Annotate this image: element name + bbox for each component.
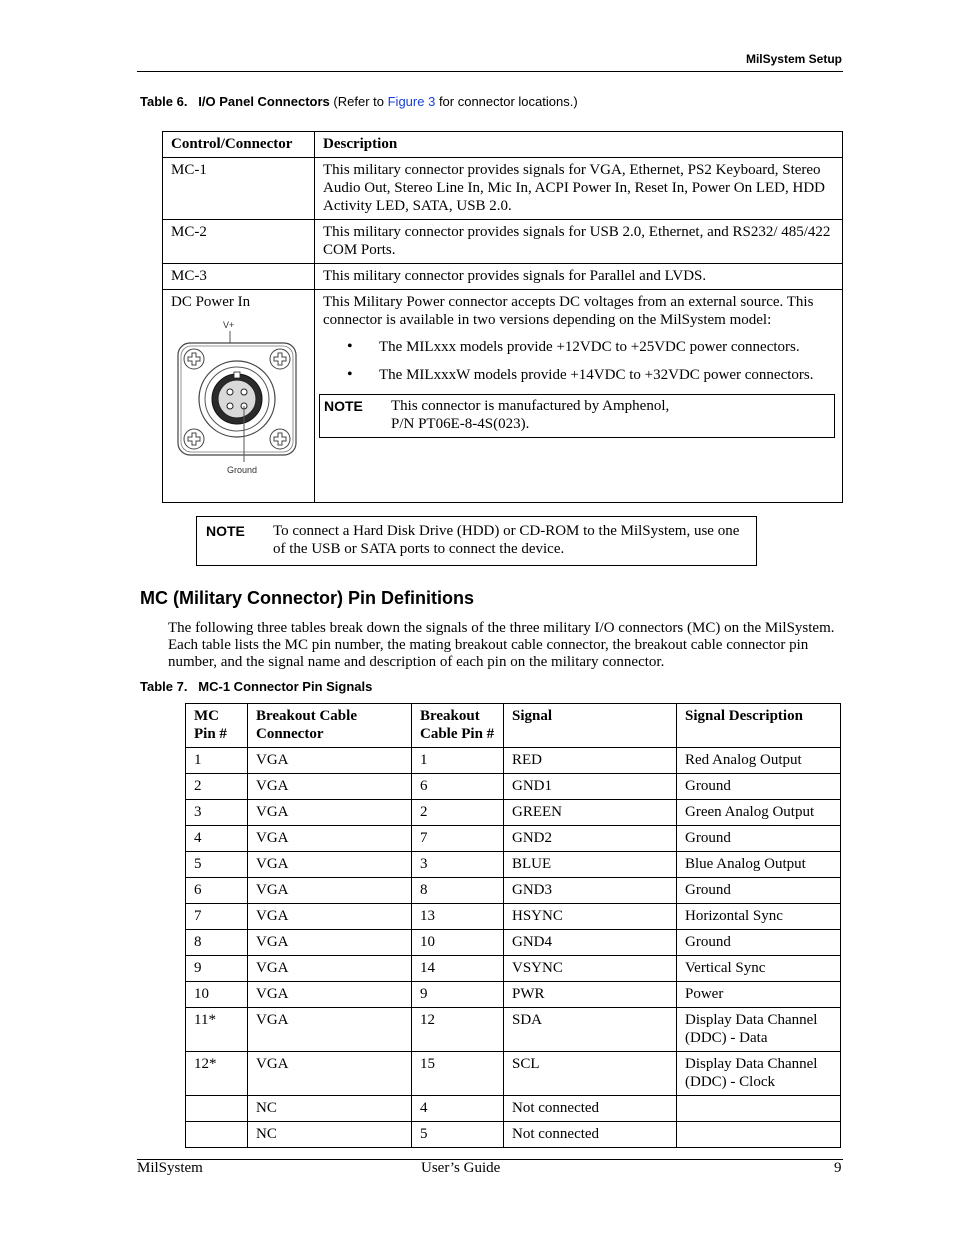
table6-caption-post: for connector locations.)	[438, 94, 578, 109]
table6-title: I/O Panel Connectors	[198, 94, 330, 109]
hdd-note	[196, 516, 757, 566]
table7-number: Table 7.	[140, 679, 188, 694]
breakout-pin-cell: 12	[412, 1008, 504, 1052]
connector-face	[218, 380, 256, 418]
breakout-pin-cell: 2	[412, 800, 504, 826]
mc-pin-cell: 10	[186, 982, 248, 1008]
table-row	[163, 290, 843, 503]
signal-description-cell: Display Data Channel (DDC) - Clock	[677, 1052, 841, 1096]
vplus-label: V+	[223, 320, 235, 330]
screw-top-right-icon	[270, 349, 290, 369]
table-row	[186, 930, 841, 956]
signal-cell: GREEN	[504, 800, 677, 826]
control-cell: MC-2	[163, 220, 315, 264]
table-row	[186, 826, 841, 852]
ground-label: Ground	[227, 465, 258, 475]
col-header-signal: Signal	[504, 704, 677, 748]
table7-title: MC-1 Connector Pin Signals	[198, 679, 373, 694]
breakout-connector-cell: NC	[248, 1096, 412, 1122]
col-header-signal-description: Signal Description	[677, 704, 841, 748]
mc-pin-cell: 6	[186, 878, 248, 904]
breakout-connector-cell: VGA	[248, 1008, 412, 1052]
signal-description-cell: Green Analog Output	[677, 800, 841, 826]
mc-pin-cell: 9	[186, 956, 248, 982]
screw-bottom-left-icon	[184, 429, 204, 449]
figure3-link[interactable]: Figure 3	[387, 94, 436, 109]
note-label: NOTE	[206, 523, 245, 539]
breakout-connector-cell: NC	[248, 1122, 412, 1148]
table-row	[186, 774, 841, 800]
col-header-breakout-pin: Breakout Cable Pin #	[412, 704, 504, 748]
io-panel-connectors-table	[162, 131, 843, 503]
mc-pin-cell: 3	[186, 800, 248, 826]
signal-description-cell: Ground	[677, 774, 841, 800]
breakout-pin-cell: 8	[412, 878, 504, 904]
signal-description-cell: Power	[677, 982, 841, 1008]
mc1-pin-signals-table	[185, 703, 841, 1148]
breakout-connector-cell: VGA	[248, 1052, 412, 1096]
breakout-connector-cell: VGA	[248, 774, 412, 800]
pin-rows	[186, 748, 841, 1148]
table7-caption	[140, 679, 372, 694]
description-cell: This military connector provides signals for Parallel and LVDS.	[315, 264, 843, 290]
table-row	[186, 982, 841, 1008]
signal-cell: GND2	[504, 826, 677, 852]
mc-pin-cell: 8	[186, 930, 248, 956]
note-line: P/N PT06E-8-4S(023).	[391, 416, 530, 432]
breakout-connector-cell: VGA	[248, 930, 412, 956]
breakout-connector-cell: VGA	[248, 878, 412, 904]
table-header-row	[163, 132, 843, 158]
breakout-pin-cell: 10	[412, 930, 504, 956]
description-cell: This military connector provides signals for VGA, Ethernet, PS2 Keyboard, Stereo Audio Out, Stereo Line In, Mic In, ACPI Power In, Reset In, Power On LED, HDD Activity LED, SATA, USB 2.0.	[315, 158, 843, 220]
note-label: NOTE	[324, 398, 363, 414]
keyway	[234, 372, 240, 378]
footer-guide-title: User’s Guide	[421, 1160, 501, 1176]
mc-pin-cell: 7	[186, 904, 248, 930]
section-intro: The following three tables break down the signals of the three military I/O connectors (MC) on the MilSystem. Each table lists the MC pin number, the mating breakout cable connector, the breakout cable connector pin number, and the signal name and description of each pin on the military connector.	[168, 620, 835, 670]
mc-pin-cell	[186, 1096, 248, 1122]
power-description: This Military Power connector accepts DC voltages from an external source. This connector is available in two versions depending on the MilSystem model:	[323, 294, 814, 328]
col-header-breakout-connector: Breakout Cable Connector	[248, 704, 412, 748]
mc-pin-cell: 12*	[186, 1052, 248, 1096]
dc-power-label: DC Power In	[171, 294, 251, 310]
table6-number: Table 6.	[140, 94, 188, 109]
note-text: To connect a Hard Disk Drive (HDD) or CD-ROM to the MilSystem, use one of the USB or SATA ports to connect the device.	[273, 523, 740, 557]
table-header-row	[186, 704, 841, 748]
breakout-pin-cell: 5	[412, 1122, 504, 1148]
screw-top-left-icon	[184, 349, 204, 369]
signal-cell: Not connected	[504, 1122, 677, 1148]
table-row	[186, 1052, 841, 1096]
signal-description-cell: Ground	[677, 826, 841, 852]
description-cell: This military connector provides signals for USB 2.0, Ethernet, and RS232/ 485/422 COM Ports.	[315, 220, 843, 264]
amphenol-note	[319, 394, 835, 438]
pin-a-icon	[227, 389, 233, 395]
breakout-pin-cell: 13	[412, 904, 504, 930]
page-number: 9	[834, 1160, 842, 1176]
footer-product: MilSystem	[137, 1160, 203, 1176]
breakout-connector-cell: VGA	[248, 748, 412, 774]
signal-cell: VSYNC	[504, 956, 677, 982]
breakout-connector-cell: VGA	[248, 956, 412, 982]
signal-cell: RED	[504, 748, 677, 774]
mc-pin-cell: 1	[186, 748, 248, 774]
col-header-description: Description	[315, 132, 843, 158]
table-row	[186, 800, 841, 826]
breakout-pin-cell: 15	[412, 1052, 504, 1096]
dc-power-connector-diagram	[171, 317, 301, 477]
signal-cell: GND3	[504, 878, 677, 904]
signal-cell: GND4	[504, 930, 677, 956]
header-rule	[137, 71, 843, 72]
breakout-connector-cell: VGA	[248, 800, 412, 826]
breakout-connector-cell: VGA	[248, 982, 412, 1008]
control-cell	[163, 290, 315, 503]
power-version-list	[323, 338, 834, 384]
table-row	[163, 158, 843, 220]
table6-caption	[140, 94, 578, 109]
breakout-connector-cell: VGA	[248, 826, 412, 852]
signal-description-cell: Horizontal Sync	[677, 904, 841, 930]
breakout-pin-cell: 4	[412, 1096, 504, 1122]
mc-pin-cell: 2	[186, 774, 248, 800]
breakout-connector-cell: VGA	[248, 852, 412, 878]
note-text	[391, 397, 669, 433]
table-row	[186, 904, 841, 930]
section-heading: MC (Military Connector) Pin Definitions	[140, 588, 475, 608]
signal-cell: HSYNC	[504, 904, 677, 930]
signal-cell: Not connected	[504, 1096, 677, 1122]
table-row	[163, 264, 843, 290]
description-cell	[315, 290, 843, 503]
breakout-pin-cell: 3	[412, 852, 504, 878]
table-row	[186, 748, 841, 774]
col-header-control: Control/Connector	[163, 132, 315, 158]
signal-description-cell: Ground	[677, 878, 841, 904]
signal-description-cell: Vertical Sync	[677, 956, 841, 982]
table-row	[163, 220, 843, 264]
signal-description-cell	[677, 1096, 841, 1122]
note-line: This connector is manufactured by Amphenol,	[391, 398, 670, 414]
mc-pin-cell	[186, 1122, 248, 1148]
signal-cell: SDA	[504, 1008, 677, 1052]
signal-cell: PWR	[504, 982, 677, 1008]
breakout-pin-cell: 9	[412, 982, 504, 1008]
mc-pin-cell: 11*	[186, 1008, 248, 1052]
list-item: • The MILxxx models provide +12VDC to +25VDC power connectors.	[347, 338, 834, 356]
col-header-mc-pin: MC Pin #	[186, 704, 248, 748]
control-cell: MC-1	[163, 158, 315, 220]
signal-cell: GND1	[504, 774, 677, 800]
pin-c-icon	[227, 403, 233, 409]
table-row	[186, 1096, 841, 1122]
running-header: MilSystem Setup	[745, 52, 842, 66]
signal-description-cell: Ground	[677, 930, 841, 956]
screw-bottom-right-icon	[270, 429, 290, 449]
breakout-pin-cell: 1	[412, 748, 504, 774]
signal-description-cell	[677, 1122, 841, 1148]
list-item: • The MILxxxW models provide +14VDC to +32VDC power connectors.	[347, 366, 834, 384]
breakout-connector-cell: VGA	[248, 904, 412, 930]
signal-description-cell: Display Data Channel (DDC) - Data	[677, 1008, 841, 1052]
mc-pin-cell: 4	[186, 826, 248, 852]
signal-description-cell: Blue Analog Output	[677, 852, 841, 878]
table-row	[186, 852, 841, 878]
table-row	[186, 1008, 841, 1052]
table-row	[186, 956, 841, 982]
breakout-pin-cell: 14	[412, 956, 504, 982]
table6-caption-pre: (Refer to	[333, 94, 384, 109]
mc-pin-cell: 5	[186, 852, 248, 878]
breakout-pin-cell: 7	[412, 826, 504, 852]
signal-description-cell: Red Analog Output	[677, 748, 841, 774]
control-cell: MC-3	[163, 264, 315, 290]
breakout-pin-cell: 6	[412, 774, 504, 800]
signal-cell: BLUE	[504, 852, 677, 878]
table-row	[186, 878, 841, 904]
table-row	[186, 1122, 841, 1148]
signal-cell: SCL	[504, 1052, 677, 1096]
pin-b-icon	[241, 389, 247, 395]
